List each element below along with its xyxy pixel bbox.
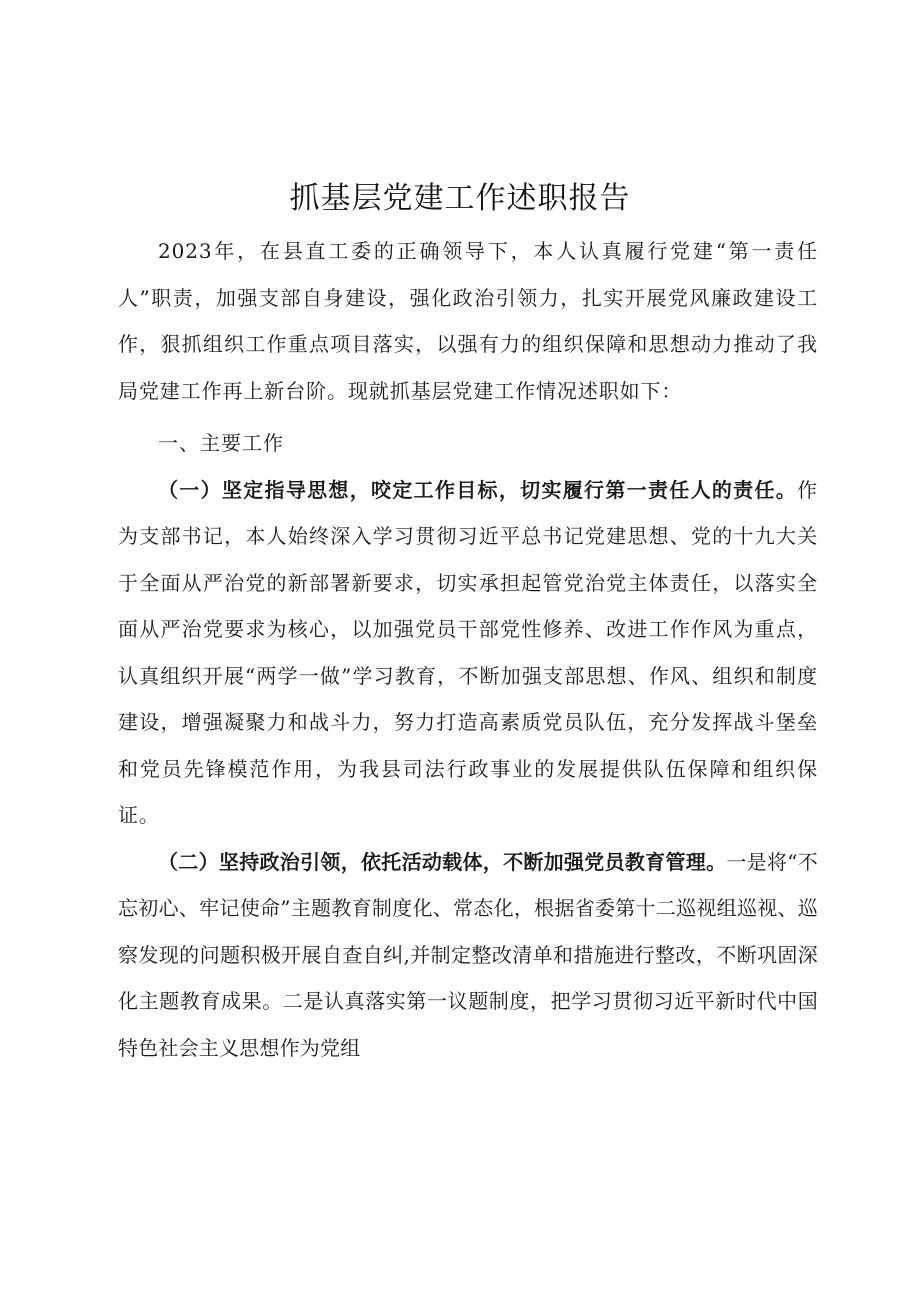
subsection-1-paragraph xyxy=(118,467,818,839)
subsection-1-text: 作为支部书记，本人始终深入学习贯彻习近平总书记党建思想、党的十九大关于全面从严治党的新部署新要求，切实承担起管党治党主体责任，以落实全面从严治党要求为核心，以加强党员干部党性修养、改进工作作风为重点，认真组织开展“两学一做”学习教育，不断加强支部思想、作风、组织和制度建设，增强凝聚力和战斗力，努力打造高素质党员队伍，充分发挥战斗堡垒和党员先锋模范作用，为我县司法行政事业的发展提供队伍保障和组织保证。 xyxy=(118,477,818,827)
subsection-2-text: 一是将“不忘初心、牢记使命”主题教育制度化、常态化，根据省委第十二巡视组巡视、巡察发现的问题积极开展自查自纠,并制定整改清单和措施进行整改，不断巩固深化主题教育成果。二是认真落实第一议题制度，把学习贯彻习近平新时代中国特色社会主义思想作为党组 xyxy=(118,849,818,1060)
document-title: 抓基层党建工作述职报告 xyxy=(289,181,631,216)
section-heading-main-work: 一、主要工作 xyxy=(158,431,284,455)
subsection-2-heading: （二）坚持政治引领，依托活动载体，不断加强党员教育管理。 xyxy=(158,849,727,874)
document-body xyxy=(118,228,818,1071)
intro-paragraph: 2023年，在县直工委的正确领导下，本人认真履行党建“第一责任人”职责，加强支部自身建设，强化政治引领力，扎实开展党风廉政建设工作，狠抓组织工作重点项目落实，以强有力的组织保障和思想动力推动了我局党建工作再上新台阶。现就抓基层党建工作情况述职如下： xyxy=(118,239,818,403)
subsection-1-heading: （一）坚定指导思想，咬定工作目标，切实履行第一责任人的责任。 xyxy=(158,477,798,502)
subsection-2-paragraph xyxy=(118,839,818,1072)
